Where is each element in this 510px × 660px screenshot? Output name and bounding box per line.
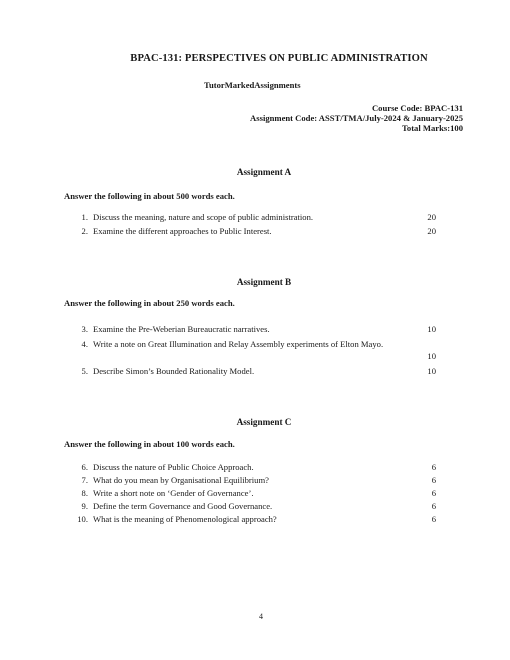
question-marks: 10 [427, 366, 436, 376]
question-marks: 20 [427, 226, 436, 236]
question-text: Define the term Governance and Good Governance. [93, 501, 273, 511]
total-marks: Total Marks:100 [401, 123, 463, 133]
question-text: Describe Simon’s Bounded Rationality Model. [93, 366, 255, 376]
question-marks: 20 [427, 212, 436, 222]
assignment-code: Assignment Code: ASST/TMA/July-2024 & January-2025 [250, 113, 463, 123]
page-number: 4 [259, 612, 263, 621]
question-number: 7. [81, 475, 88, 485]
question-text: Examine the different approaches to Public Interest. [93, 226, 272, 236]
document-title: BPAC-131: PERSPECTIVES ON PUBLIC ADMINISTRATION [130, 53, 428, 64]
question-marks: 6 [431, 501, 436, 511]
question-marks: 10 [427, 324, 436, 334]
assignment-b-instruction: Answer the following in about 250 words each. [64, 298, 235, 308]
assignment-b-heading: Assignment B [236, 277, 292, 287]
question-text: Examine the Pre-Weberian Bureaucratic narratives. [93, 324, 270, 334]
assignment-a-instruction: Answer the following in about 500 words each. [64, 191, 235, 201]
assignment-a-heading: Assignment A [236, 167, 292, 177]
question-marks: 6 [431, 514, 436, 524]
question-number: 6. [81, 462, 88, 472]
question-text: Discuss the nature of Public Choice Approach. [93, 462, 254, 472]
question-marks: 6 [431, 475, 436, 485]
question-text: Discuss the meaning, nature and scope of public administration. [93, 212, 314, 222]
assignment-c-heading: Assignment C [236, 417, 292, 427]
question-text: What is the meaning of Phenomenological approach? [93, 514, 277, 524]
course-code: Course Code: BPAC-131 [371, 103, 463, 113]
question-text: Write a short note on ‘Gender of Governance’. [93, 488, 254, 498]
question-marks: 6 [431, 462, 436, 472]
document-subtitle: TutorMarkedAssignments [204, 80, 301, 90]
question-number: 4. [81, 339, 88, 349]
question-text: Write a note on Great Illumination and Relay Assembly experiments of Elton Mayo. [93, 339, 384, 349]
question-marks: 10 [427, 351, 436, 361]
question-text: What do you mean by Organisational Equilibrium? [93, 475, 269, 485]
assignment-c-instruction: Answer the following in about 100 words each. [64, 439, 235, 449]
question-marks: 6 [431, 488, 436, 498]
question-number: 8. [81, 488, 88, 498]
question-number: 3. [81, 324, 88, 334]
question-number: 1. [81, 212, 88, 222]
question-number: 2. [81, 226, 88, 236]
question-number: 9. [81, 501, 88, 511]
question-number: 5. [81, 366, 88, 376]
question-number: 10. [77, 514, 88, 524]
